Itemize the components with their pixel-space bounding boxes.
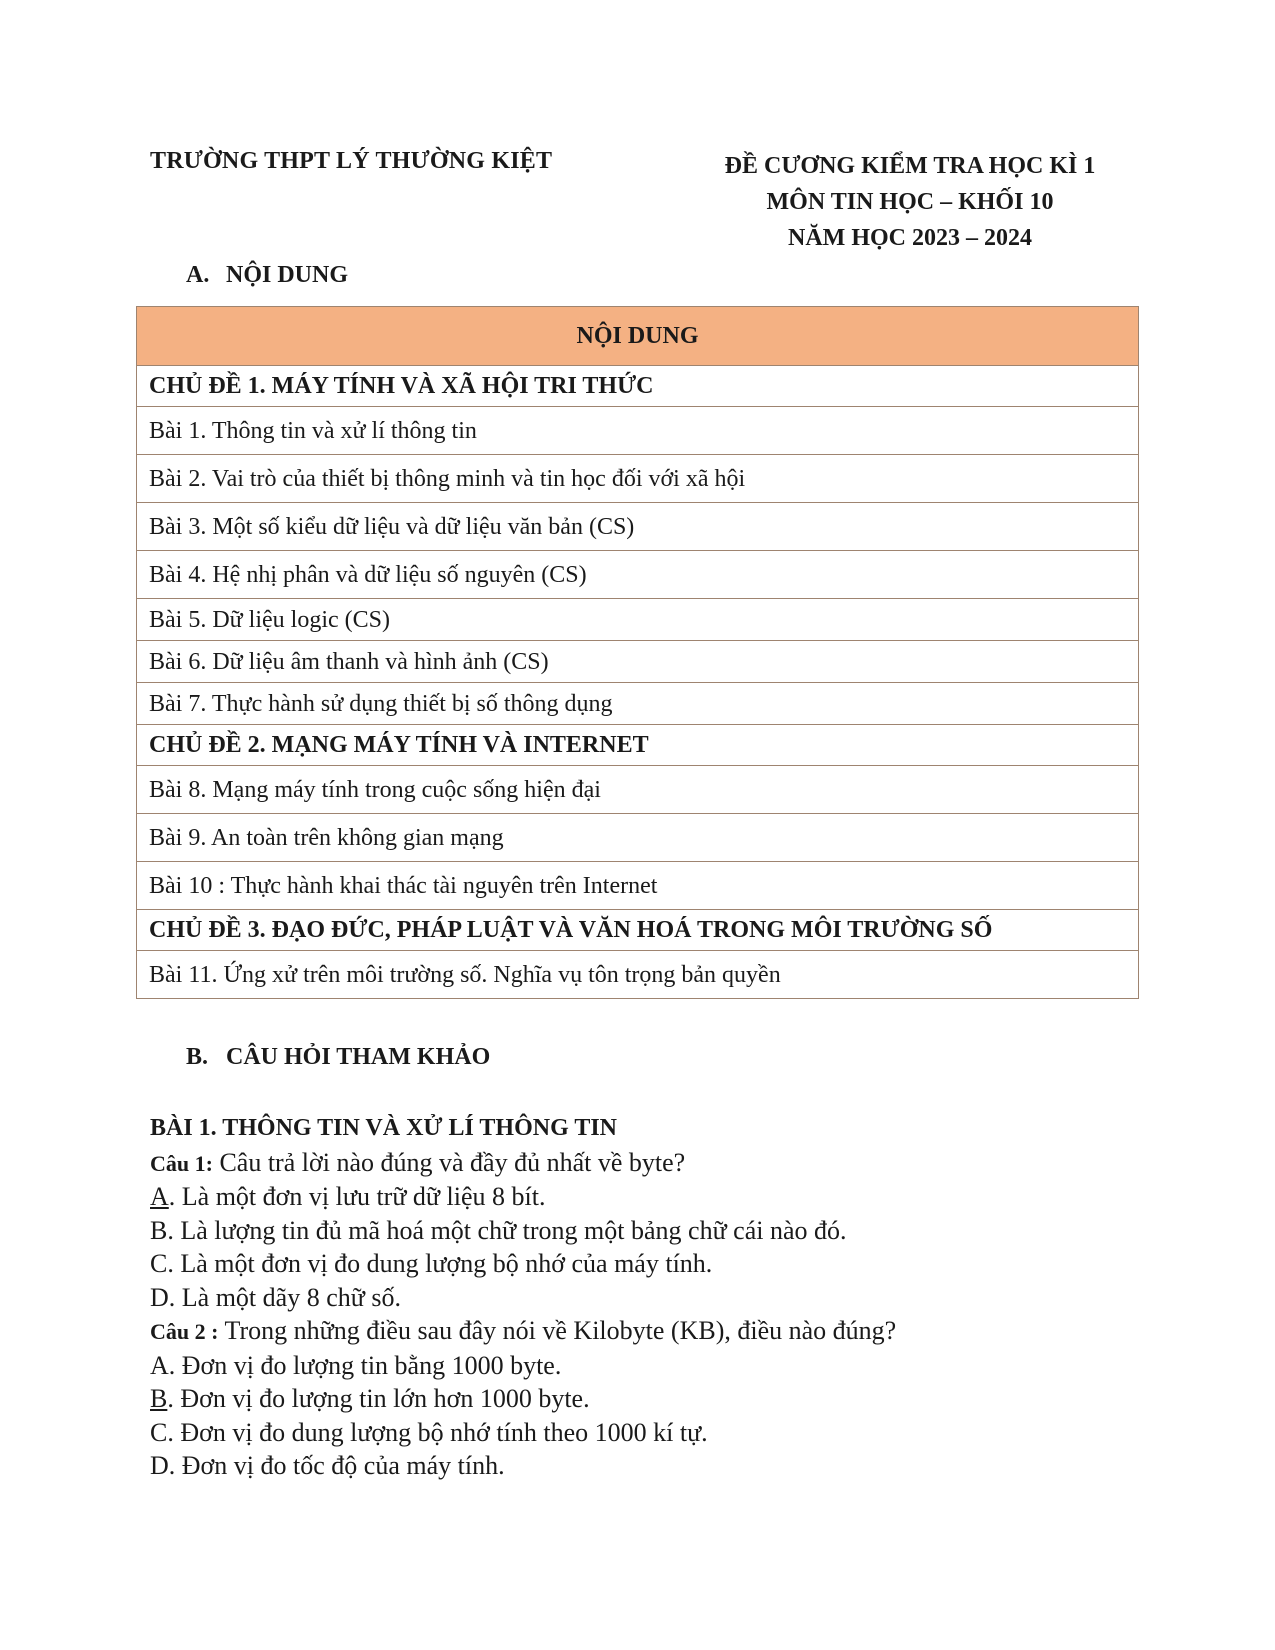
- option-text: . Là một đơn vị lưu trữ dữ liệu 8 bít.: [168, 1182, 546, 1211]
- topic-cell: CHỦ ĐỀ 2. MẠNG MÁY TÍNH VÀ INTERNET: [137, 725, 1139, 766]
- lesson-row: [137, 455, 1139, 503]
- option-letter: D: [150, 1282, 169, 1312]
- lesson-row: [137, 766, 1139, 814]
- option-text: . Đơn vị đo tốc độ của máy tính.: [168, 1451, 505, 1480]
- option-letter: C: [150, 1249, 168, 1278]
- lesson-cell: Bài 9. An toàn trên không gian mạng: [137, 814, 1139, 862]
- lesson-title: BÀI 1. THÔNG TIN VÀ XỬ LÍ THÔNG TIN: [150, 1115, 618, 1141]
- school-year-line: NĂM HỌC 2023 – 2024: [788, 225, 1032, 251]
- option-text: . Là một đơn vị đo dung lượng bộ nhớ của máy tính.: [167, 1249, 713, 1278]
- table-header-cell: NỘI DUNG: [137, 307, 1139, 366]
- lesson-row: [137, 407, 1139, 455]
- question-stem: [150, 1314, 1150, 1349]
- answer-option: [150, 1349, 1150, 1383]
- lesson-row: [137, 503, 1139, 551]
- lesson-cell: Bài 4. Hệ nhị phân và dữ liệu số nguyên (CS): [137, 551, 1139, 599]
- question-label: Câu 1:: [150, 1150, 213, 1176]
- section-a-letter: A.: [186, 262, 210, 288]
- option-text: . Là lượng tin đủ mã hoá một chữ trong một bảng chữ cái nào đó.: [167, 1215, 847, 1245]
- answer-option: [150, 1416, 1150, 1450]
- lesson-row: [137, 599, 1139, 641]
- option-text: . Đơn vị đo lượng tin bằng 1000 byte.: [168, 1350, 562, 1380]
- section-b-letter: B.: [186, 1044, 209, 1070]
- question-text: Trong những điều sau đây nói về Kilobyte (KB), điều nào đúng?: [218, 1316, 897, 1345]
- document-title: [640, 148, 1180, 256]
- lesson-cell: Bài 6. Dữ liệu âm thanh và hình ảnh (CS): [137, 641, 1139, 683]
- lesson-cell: Bài 3. Một số kiểu dữ liệu và dữ liệu văn bản (CS): [137, 503, 1139, 551]
- lesson-cell: Bài 1. Thông tin và xử lí thông tin: [137, 407, 1139, 455]
- lesson-row: [137, 814, 1139, 862]
- table-header-row: [137, 307, 1139, 366]
- question-list: [150, 1112, 1150, 1483]
- option-text: . Đơn vị đo lượng tin lớn hơn 1000 byte.: [167, 1384, 590, 1413]
- lesson-cell: Bài 2. Vai trò của thiết bị thông minh và tin học đối với xã hội: [137, 455, 1139, 503]
- section-b-heading: [186, 1044, 490, 1071]
- correct-option-letter: B: [150, 1384, 168, 1413]
- content-table: [136, 306, 1139, 999]
- answer-option: [150, 1281, 1150, 1315]
- answer-option: [150, 1214, 1150, 1248]
- lesson-cell: Bài 7. Thực hành sử dụng thiết bị số thông dụng: [137, 683, 1139, 725]
- answer-option: [150, 1180, 1150, 1214]
- section-a-heading: [186, 262, 348, 289]
- question-label: Câu 2 :: [150, 1319, 219, 1344]
- question-stem: [150, 1146, 1150, 1181]
- topic-row: [137, 366, 1139, 407]
- section-a-title: NỘI DUNG: [226, 262, 349, 288]
- topic-row: [137, 725, 1139, 766]
- option-text: . Đơn vị đo dung lượng bộ nhớ tính theo 1000 kí tự.: [167, 1417, 708, 1447]
- section-b-title: CÂU HỎI THAM KHẢO: [226, 1044, 491, 1070]
- topic-row: [137, 910, 1139, 951]
- lesson-row: [137, 551, 1139, 599]
- answer-option: [150, 1382, 1150, 1416]
- subject-line: MÔN TIN HỌC – KHỐI 10: [766, 189, 1054, 215]
- option-letter: D: [150, 1451, 169, 1480]
- lesson-row: [137, 951, 1139, 999]
- question-text: Câu trả lời nào đúng và đầy đủ nhất về byte?: [212, 1147, 686, 1177]
- title-line: ĐỀ CƯƠNG KIỂM TRA HỌC KÌ 1: [724, 153, 1096, 179]
- lesson-row: [137, 683, 1139, 725]
- answer-option: [150, 1449, 1150, 1483]
- lesson-cell: Bài 5. Dữ liệu logic (CS): [137, 599, 1139, 641]
- correct-option-letter: A: [150, 1182, 169, 1211]
- lesson-cell: Bài 8. Mạng máy tính trong cuộc sống hiện đại: [137, 766, 1139, 814]
- answer-option: [150, 1247, 1150, 1281]
- lesson-row: [137, 862, 1139, 910]
- lesson-row: [137, 641, 1139, 683]
- option-text: . Là một dãy 8 chữ số.: [168, 1282, 401, 1312]
- topic-cell: CHỦ ĐỀ 3. ĐẠO ĐỨC, PHÁP LUẬT VÀ VĂN HOÁ TRONG MÔI TRƯỜNG SỐ: [137, 910, 1139, 951]
- option-letter: A: [150, 1350, 169, 1380]
- option-letter: C: [150, 1417, 168, 1447]
- lesson-cell: Bài 11. Ứng xử trên môi trường số. Nghĩa vụ tôn trọng bản quyền: [137, 951, 1139, 999]
- option-letter: B: [150, 1215, 168, 1245]
- lesson-cell: Bài 10 : Thực hành khai thác tài nguyên trên Internet: [137, 862, 1139, 910]
- topic-cell: CHỦ ĐỀ 1. MÁY TÍNH VÀ XÃ HỘI TRI THỨC: [137, 366, 1139, 407]
- school-name: TRƯỜNG THPT LÝ THƯỜNG KIỆT: [150, 148, 553, 174]
